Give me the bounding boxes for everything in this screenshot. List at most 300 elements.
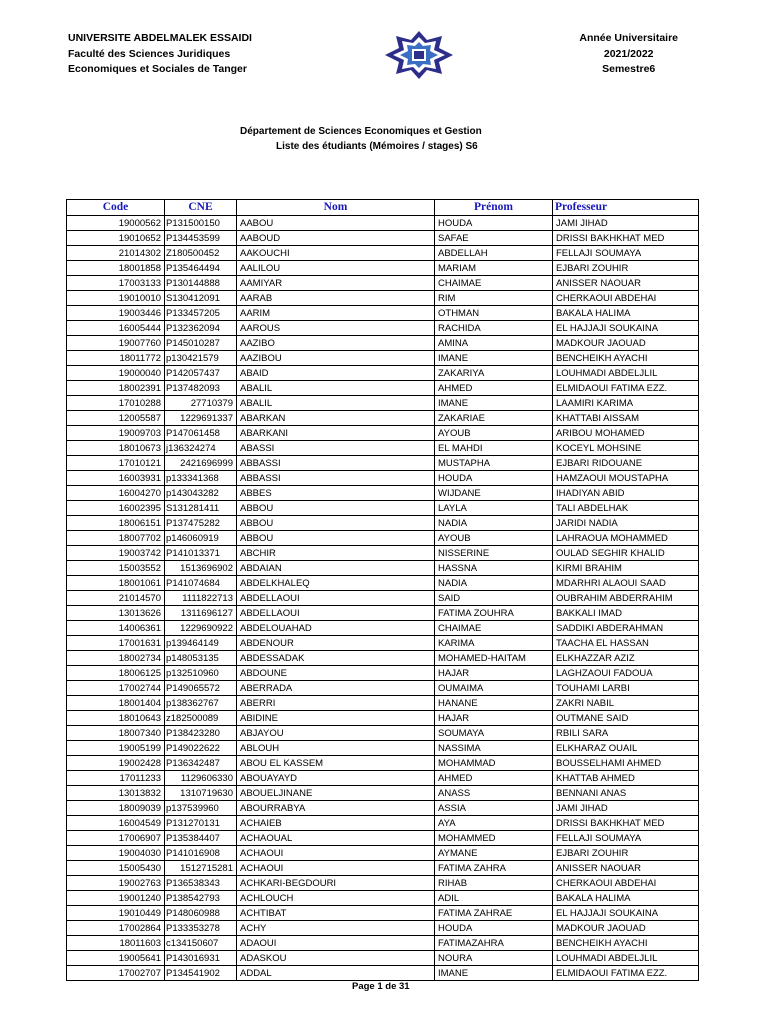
cell-cne: P141016908 [165, 846, 237, 861]
cell-cne: P148060988 [165, 906, 237, 921]
cell-cne: j136324274 [165, 441, 237, 456]
cell-professeur: FELLAJI SOUMAYA [553, 246, 699, 261]
table-row [67, 276, 699, 291]
table-row [67, 936, 699, 951]
cell-code: 17002707 [67, 966, 165, 981]
cell-prenom: ASSIA [435, 801, 553, 816]
cell-cne: 1310719630 [165, 786, 237, 801]
cell-nom: ACHAOUAL [237, 831, 435, 846]
cell-cne: P131270131 [165, 816, 237, 831]
cell-cne: S131281411 [165, 501, 237, 516]
cell-nom: AAMIYAR [237, 276, 435, 291]
cell-cne: P134541902 [165, 966, 237, 981]
cell-prenom: SOUMAYA [435, 726, 553, 741]
cell-nom: ABDELOUAHAD [237, 621, 435, 636]
table-row [67, 516, 699, 531]
table-row [67, 231, 699, 246]
cell-code: 16003931 [67, 471, 165, 486]
cell-prenom: MOHAMMED [435, 831, 553, 846]
cell-nom: AABOUD [237, 231, 435, 246]
table-row [67, 561, 699, 576]
cell-cne: P142057437 [165, 366, 237, 381]
cell-nom: ABDELLAOUI [237, 591, 435, 606]
cell-professeur: IHADIYAN ABID [553, 486, 699, 501]
cell-cne: z182500089 [165, 711, 237, 726]
cell-cne: P138542793 [165, 891, 237, 906]
cell-prenom: EL MAHDI [435, 441, 553, 456]
cell-nom: ABDELLAOUI [237, 606, 435, 621]
cell-nom: ABDESSADAK [237, 651, 435, 666]
cell-cne: P147061458 [165, 426, 237, 441]
table-row [67, 831, 699, 846]
cell-cne: 1229690922 [165, 621, 237, 636]
cell-prenom: FATIMA ZOUHRA [435, 606, 553, 621]
cell-code: 18010643 [67, 711, 165, 726]
cell-cne: 1512715281 [165, 861, 237, 876]
cell-nom: ABASSI [237, 441, 435, 456]
cell-code: 18009039 [67, 801, 165, 816]
table-body [67, 216, 699, 981]
cell-prenom: IMANE [435, 351, 553, 366]
cell-prenom: ANASS [435, 786, 553, 801]
table-row [67, 576, 699, 591]
cell-professeur: EL HAJJAJI SOUKAINA [553, 321, 699, 336]
cell-cne: p138362767 [165, 696, 237, 711]
cell-cne: 2421696999 [165, 456, 237, 471]
table-row [67, 396, 699, 411]
cell-professeur: LOUHMADI ABDELJLIL [553, 366, 699, 381]
table-row [67, 786, 699, 801]
table-row [67, 366, 699, 381]
cell-nom: ACHAIEB [237, 816, 435, 831]
table-row [67, 951, 699, 966]
cell-professeur: BENCHEIKH AYACHI [553, 351, 699, 366]
cell-code: 19003446 [67, 306, 165, 321]
cell-prenom: ZAKARIYA [435, 366, 553, 381]
table-row [67, 546, 699, 561]
cell-prenom: OTHMAN [435, 306, 553, 321]
cell-professeur: ZAKRI NABIL [553, 696, 699, 711]
faculty-header [68, 31, 252, 78]
table-row [67, 306, 699, 321]
cell-nom: ABOURRABYA [237, 801, 435, 816]
cell-cne: p146060919 [165, 531, 237, 546]
cell-cne: P132362094 [165, 321, 237, 336]
cell-nom: ABBOU [237, 501, 435, 516]
table-row [67, 966, 699, 981]
cell-professeur: CHERKAOUI ABDEHAI [553, 291, 699, 306]
cell-prenom: AYMANE [435, 846, 553, 861]
cell-code: 18002391 [67, 381, 165, 396]
cell-professeur: TALI ABDELHAK [553, 501, 699, 516]
cell-professeur: OULAD SEGHIR KHALID [553, 546, 699, 561]
cell-nom: ABBASSI [237, 471, 435, 486]
cell-professeur: EJBARI ZOUHIR [553, 846, 699, 861]
column-header-professeur: Professeur [553, 200, 699, 216]
cell-code: 19005641 [67, 951, 165, 966]
cell-nom: AALILOU [237, 261, 435, 276]
table-row [67, 906, 699, 921]
cell-professeur: JARIDI NADIA [553, 516, 699, 531]
cell-prenom: ZAKARIAE [435, 411, 553, 426]
cell-nom: AAZIBOU [237, 351, 435, 366]
cell-code: 17002864 [67, 921, 165, 936]
cell-cne: P135464494 [165, 261, 237, 276]
cell-nom: ABBES [237, 486, 435, 501]
cell-cne: P149065572 [165, 681, 237, 696]
cell-nom: ABERRADA [237, 681, 435, 696]
cell-professeur: TAACHA EL HASSAN [553, 636, 699, 651]
column-header-cne: CNE [165, 200, 237, 216]
cell-code: 19007760 [67, 336, 165, 351]
cell-code: 18001858 [67, 261, 165, 276]
table-row [67, 891, 699, 906]
cell-code: 18007702 [67, 531, 165, 546]
university-name: UNIVERSITE ABDELMALEK ESSAIDI [68, 32, 252, 44]
cell-code: 16005444 [67, 321, 165, 336]
cell-prenom: HOUDA [435, 471, 553, 486]
table-row [67, 531, 699, 546]
table-row [67, 666, 699, 681]
cell-cne: P143016931 [165, 951, 237, 966]
academic-year: 2021/2022 [603, 47, 654, 60]
cell-code: 17003133 [67, 276, 165, 291]
cell-code: 18010673 [67, 441, 165, 456]
cell-professeur: ANISSER NAOUAR [553, 861, 699, 876]
cell-code: 17006907 [67, 831, 165, 846]
cell-prenom: RIHAB [435, 876, 553, 891]
cell-code: 19005199 [67, 741, 165, 756]
cell-code: 19003742 [67, 546, 165, 561]
cell-code: 19002428 [67, 756, 165, 771]
column-header-prenom: Prénom [435, 200, 553, 216]
faculty-line-2: Economiques et Sociales de Tanger [68, 63, 247, 75]
cell-nom: ABOU EL KASSEM [237, 756, 435, 771]
table-row [67, 771, 699, 786]
cell-professeur: ELMIDAOUI FATIMA EZZ. [553, 381, 699, 396]
cell-prenom: MARIAM [435, 261, 553, 276]
cell-prenom: KARIMA [435, 636, 553, 651]
cell-code: 16004549 [67, 816, 165, 831]
cell-professeur: LAGHZAOUI FADOUA [553, 666, 699, 681]
cell-code: 18001404 [67, 696, 165, 711]
cell-nom: ABCHIR [237, 546, 435, 561]
cell-code: 12005587 [67, 411, 165, 426]
table-row [67, 651, 699, 666]
cell-professeur: ANISSER NAOUAR [553, 276, 699, 291]
cell-prenom: WIJDANE [435, 486, 553, 501]
cell-code: 19010449 [67, 906, 165, 921]
cell-code: 17011233 [67, 771, 165, 786]
table-row [67, 606, 699, 621]
cell-code: 18011603 [67, 936, 165, 951]
cell-prenom: HAJAR [435, 711, 553, 726]
table-row [67, 411, 699, 426]
table-row [67, 291, 699, 306]
cell-cne: c134150607 [165, 936, 237, 951]
cell-code: 17001631 [67, 636, 165, 651]
cell-professeur: ARIBOU MOHAMED [553, 426, 699, 441]
cell-nom: ABERRI [237, 696, 435, 711]
cell-nom: AABOU [237, 216, 435, 231]
cell-professeur: HAMZAOUI MOUSTAPHA [553, 471, 699, 486]
cell-cne: P137475282 [165, 516, 237, 531]
table-row [67, 726, 699, 741]
cell-cne: p137539960 [165, 801, 237, 816]
cell-code: 18002734 [67, 651, 165, 666]
cell-nom: ABDAIAN [237, 561, 435, 576]
cell-prenom: HOUDA [435, 921, 553, 936]
cell-professeur: ELMIDAOUI FATIMA EZZ. [553, 966, 699, 981]
table-row [67, 846, 699, 861]
cell-prenom: AYA [435, 816, 553, 831]
cell-code: 19009703 [67, 426, 165, 441]
cell-nom: AAROUS [237, 321, 435, 336]
cell-cne: P133353278 [165, 921, 237, 936]
table-row [67, 801, 699, 816]
table-header-row [67, 200, 699, 216]
cell-cne: P138423280 [165, 726, 237, 741]
cell-prenom: MOHAMMAD [435, 756, 553, 771]
cell-code: 18011772 [67, 351, 165, 366]
table-row [67, 621, 699, 636]
cell-prenom: MOHAMED-HAITAM [435, 651, 553, 666]
cell-prenom: NADIA [435, 516, 553, 531]
academic-year-label: Année Universitaire [579, 32, 678, 44]
cell-prenom: SAID [435, 591, 553, 606]
cell-code: 18006151 [67, 516, 165, 531]
cell-cne: P133457205 [165, 306, 237, 321]
cell-prenom: CHAIMAE [435, 621, 553, 636]
cell-cne: 1111822713 [165, 591, 237, 606]
cell-professeur: MADKOUR JAOUAD [553, 921, 699, 936]
cell-prenom: NADIA [435, 576, 553, 591]
cell-code: 19010652 [67, 231, 165, 246]
cell-code: 18007340 [67, 726, 165, 741]
table-row [67, 756, 699, 771]
table-row [67, 456, 699, 471]
cell-professeur: KHATTAB AHMED [553, 771, 699, 786]
cell-code: 19010010 [67, 291, 165, 306]
cell-cne: P145010287 [165, 336, 237, 351]
cell-nom: ABJAYOU [237, 726, 435, 741]
cell-professeur: MADKOUR JAOUAD [553, 336, 699, 351]
table-row [67, 216, 699, 231]
cell-nom: ACHAOUI [237, 846, 435, 861]
cell-cne: 1129606330 [165, 771, 237, 786]
cell-nom: ABARKAN [237, 411, 435, 426]
cell-prenom: AYOUB [435, 531, 553, 546]
column-header-code: Code [67, 200, 165, 216]
cell-professeur: BENCHEIKH AYACHI [553, 936, 699, 951]
cell-prenom: HOUDA [435, 216, 553, 231]
cell-cne: P131500150 [165, 216, 237, 231]
cell-code: 19004030 [67, 846, 165, 861]
table-row [67, 501, 699, 516]
table-row [67, 591, 699, 606]
cell-professeur: MDARHRI ALAOUI SAAD [553, 576, 699, 591]
cell-cne: P137482093 [165, 381, 237, 396]
cell-prenom: RIM [435, 291, 553, 306]
cell-prenom: ADIL [435, 891, 553, 906]
table-row [67, 921, 699, 936]
table-row [67, 246, 699, 261]
cell-cne: 1311696127 [165, 606, 237, 621]
cell-code: 21014570 [67, 591, 165, 606]
cell-nom: ABDENOUR [237, 636, 435, 651]
cell-prenom: AHMED [435, 771, 553, 786]
table-row [67, 876, 699, 891]
cell-prenom: NOURA [435, 951, 553, 966]
cell-code: 13013626 [67, 606, 165, 621]
cell-cne: p143043282 [165, 486, 237, 501]
cell-code: 16002395 [67, 501, 165, 516]
cell-professeur: ELKHARAZ OUAIL [553, 741, 699, 756]
table-row [67, 696, 699, 711]
cell-nom: ADDAL [237, 966, 435, 981]
cell-nom: ABBASSI [237, 456, 435, 471]
faculty-line-1: Faculté des Sciences Juridiques [68, 47, 231, 60]
column-header-nom: Nom [237, 200, 435, 216]
cell-prenom: OUMAIMA [435, 681, 553, 696]
table-row [67, 486, 699, 501]
cell-prenom: LAYLA [435, 501, 553, 516]
cell-prenom: SAFAE [435, 231, 553, 246]
cell-cne: S130412091 [165, 291, 237, 306]
cell-code: 19001240 [67, 891, 165, 906]
cell-code: 17010121 [67, 456, 165, 471]
cell-cne: P141074684 [165, 576, 237, 591]
cell-nom: ACHY [237, 921, 435, 936]
department-title: Département de Sciences Economiques et Gestion [240, 126, 482, 137]
students-table [66, 199, 699, 981]
cell-professeur: EJBARI RIDOUANE [553, 456, 699, 471]
cell-professeur: OUBRAHIM ABDERRAHIM [553, 591, 699, 606]
cell-nom: ABALIL [237, 396, 435, 411]
cell-nom: ABOUELJINANE [237, 786, 435, 801]
table-row [67, 426, 699, 441]
cell-professeur: JAMI JIHAD [553, 801, 699, 816]
cell-prenom: IMANE [435, 966, 553, 981]
cell-professeur: CHERKAOUI ABDEHAI [553, 876, 699, 891]
cell-prenom: IMANE [435, 396, 553, 411]
cell-nom: ABAID [237, 366, 435, 381]
cell-cne: p132510960 [165, 666, 237, 681]
academic-year-header [579, 31, 678, 78]
cell-prenom: RACHIDA [435, 321, 553, 336]
cell-cne: P149022622 [165, 741, 237, 756]
table-row [67, 636, 699, 651]
cell-code: 18001061 [67, 576, 165, 591]
table-row [67, 471, 699, 486]
cell-prenom: NASSIMA [435, 741, 553, 756]
table-row [67, 681, 699, 696]
cell-prenom: AMINA [435, 336, 553, 351]
cell-code: 14006361 [67, 621, 165, 636]
cell-professeur: JAMI JIHAD [553, 216, 699, 231]
table-row [67, 321, 699, 336]
cell-professeur: KHATTABI AISSAM [553, 411, 699, 426]
cell-prenom: HASSNA [435, 561, 553, 576]
cell-nom: ADASKOU [237, 951, 435, 966]
cell-nom: ABDELKHALEQ [237, 576, 435, 591]
cell-prenom: NISSERINE [435, 546, 553, 561]
cell-professeur: EJBARI ZOUHIR [553, 261, 699, 276]
cell-code: 19002763 [67, 876, 165, 891]
table-row [67, 441, 699, 456]
cell-cne: p148053135 [165, 651, 237, 666]
cell-professeur: EL HAJJAJI SOUKAINA [553, 906, 699, 921]
cell-nom: ACHKARI-BEGDOURI [237, 876, 435, 891]
cell-nom: ABARKANI [237, 426, 435, 441]
cell-professeur: BENNANI ANAS [553, 786, 699, 801]
cell-prenom: FATIMA ZAHRAE [435, 906, 553, 921]
cell-professeur: DRISSI BAKHKHAT MED [553, 231, 699, 246]
table-row [67, 351, 699, 366]
cell-cne: 1229691337 [165, 411, 237, 426]
cell-prenom: ABDELLAH [435, 246, 553, 261]
cell-professeur: TOUHAMI LARBI [553, 681, 699, 696]
cell-professeur: BAKKALI IMAD [553, 606, 699, 621]
cell-cne: 27710379 [165, 396, 237, 411]
cell-prenom: HAJAR [435, 666, 553, 681]
cell-nom: ABLOUH [237, 741, 435, 756]
table-row [67, 336, 699, 351]
cell-nom: ABDOUNE [237, 666, 435, 681]
cell-cne: P134453599 [165, 231, 237, 246]
university-logo-icon [384, 30, 454, 80]
cell-professeur: LAHRAOUA MOHAMMED [553, 531, 699, 546]
cell-cne: p133341368 [165, 471, 237, 486]
cell-nom: AARAB [237, 291, 435, 306]
cell-prenom: HANANE [435, 696, 553, 711]
cell-nom: ABIDINE [237, 711, 435, 726]
cell-professeur: LAAMIRI KARIMA [553, 396, 699, 411]
cell-nom: ADAOUI [237, 936, 435, 951]
cell-prenom: AHMED [435, 381, 553, 396]
cell-prenom: AYOUB [435, 426, 553, 441]
table-row [67, 381, 699, 396]
cell-professeur: DRISSI BAKHKHAT MED [553, 816, 699, 831]
cell-code: 19000562 [67, 216, 165, 231]
cell-nom: ABBOU [237, 531, 435, 546]
table-row [67, 711, 699, 726]
page-number: Page 1 de 31 [352, 981, 410, 992]
table-row [67, 816, 699, 831]
cell-code: 18006125 [67, 666, 165, 681]
cell-nom: ABALIL [237, 381, 435, 396]
cell-nom: ACHLOUCH [237, 891, 435, 906]
cell-code: 21014302 [67, 246, 165, 261]
cell-prenom: FATIMA ZAHRA [435, 861, 553, 876]
cell-nom: ACHTIBAT [237, 906, 435, 921]
cell-nom: AAKOUCHI [237, 246, 435, 261]
cell-cne: Z180500452 [165, 246, 237, 261]
cell-code: 17010288 [67, 396, 165, 411]
cell-professeur: RBILI SARA [553, 726, 699, 741]
cell-professeur: SADDIKI ABDERAHMAN [553, 621, 699, 636]
cell-cne: p130421579 [165, 351, 237, 366]
cell-cne: P136342487 [165, 756, 237, 771]
cell-professeur: LOUHMADI ABDELJLIL [553, 951, 699, 966]
cell-professeur: OUTMANE SAID [553, 711, 699, 726]
cell-prenom: FATIMAZAHRA [435, 936, 553, 951]
cell-code: 15005430 [67, 861, 165, 876]
cell-prenom: CHAIMAE [435, 276, 553, 291]
cell-code: 15003552 [67, 561, 165, 576]
cell-cne: P136538343 [165, 876, 237, 891]
cell-nom: ABBOU [237, 516, 435, 531]
